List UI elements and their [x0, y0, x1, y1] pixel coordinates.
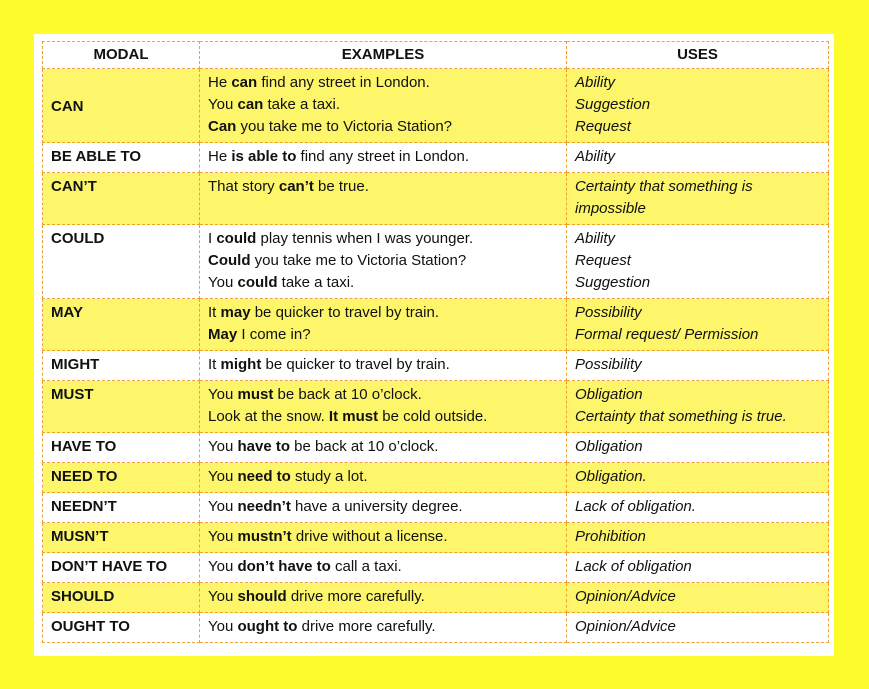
uses-cell	[567, 299, 829, 351]
modal-highlight: It must	[328, 408, 379, 425]
example-text: be cold outside.	[378, 408, 488, 425]
example-text: call a taxi.	[330, 558, 402, 575]
example-text: You	[208, 528, 238, 545]
examples-cell	[200, 613, 567, 643]
example-text: Look at the snow.	[208, 408, 329, 425]
table-row	[43, 173, 829, 225]
modal-highlight: mustn’t	[237, 528, 292, 545]
examples-cell	[200, 523, 567, 553]
example-text: He	[208, 148, 232, 165]
modal-cell: NEED TO	[43, 463, 200, 493]
modal-highlight: may	[220, 304, 251, 321]
example-text: It	[208, 304, 221, 321]
example-text: You	[208, 386, 238, 403]
example-text: drive more carefully.	[286, 588, 425, 605]
example-sentence	[208, 116, 558, 138]
example-sentence	[208, 556, 558, 578]
example-sentence	[208, 272, 558, 294]
modal-verbs-table	[42, 41, 829, 643]
examples-cell	[200, 493, 567, 523]
example-text: take a taxi.	[277, 274, 355, 291]
use-label: Lack of obligation.	[575, 498, 696, 515]
modal-verbs-card	[34, 34, 834, 656]
uses-cell	[567, 173, 829, 225]
example-text: be true.	[313, 178, 369, 195]
modal-cell: CAN’T	[43, 173, 200, 225]
modal-cell: COULD	[43, 225, 200, 299]
table-row	[43, 351, 829, 381]
example-sentence	[208, 72, 558, 94]
example-sentence	[208, 324, 558, 346]
modal-highlight: need to	[237, 468, 291, 485]
example-text: be quicker to travel by train.	[250, 304, 439, 321]
uses-cell	[567, 463, 829, 493]
use-label: Certainty that something is impossible	[575, 178, 753, 217]
example-text: drive more carefully.	[297, 618, 436, 635]
modal-cell: OUGHT TO	[43, 613, 200, 643]
example-sentence	[208, 466, 558, 488]
example-sentence	[208, 616, 558, 638]
use-label: Formal request/ Permission	[575, 326, 759, 343]
use-label: Suggestion	[575, 274, 651, 291]
example-text: You	[208, 274, 238, 291]
modal-cell: CAN	[43, 69, 200, 143]
use-label: Lack of obligation	[575, 558, 692, 575]
table-row	[43, 433, 829, 463]
modal-highlight: Can	[208, 118, 237, 135]
use-label: Obligation	[575, 438, 643, 455]
example-text: you take me to Victoria Station?	[236, 118, 453, 135]
modal-cell: BE ABLE TO	[43, 143, 200, 173]
example-text: take a taxi.	[263, 96, 341, 113]
example-sentence	[208, 94, 558, 116]
table-row	[43, 523, 829, 553]
example-text: you take me to Victoria Station?	[250, 252, 467, 269]
table-row	[43, 69, 829, 143]
example-text: I	[208, 230, 217, 247]
example-sentence	[208, 586, 558, 608]
uses-cell	[567, 523, 829, 553]
header-examples: EXAMPLES	[200, 42, 567, 69]
example-sentence	[208, 384, 558, 406]
modal-cell: HAVE TO	[43, 433, 200, 463]
uses-cell	[567, 69, 829, 143]
example-sentence	[208, 250, 558, 272]
modal-cell: MUSN’T	[43, 523, 200, 553]
example-sentence	[208, 228, 558, 250]
use-label: Opinion/Advice	[575, 588, 676, 605]
examples-cell	[200, 143, 567, 173]
uses-cell	[567, 433, 829, 463]
uses-cell	[567, 553, 829, 583]
example-text: be back at 10 o’clock.	[290, 438, 439, 455]
table-row	[43, 463, 829, 493]
examples-cell	[200, 69, 567, 143]
example-text: I come in?	[237, 326, 311, 343]
modal-cell: SHOULD	[43, 583, 200, 613]
header-modal: MODAL	[43, 42, 200, 69]
modal-highlight: needn’t	[237, 498, 291, 515]
examples-cell	[200, 225, 567, 299]
use-label: Request	[575, 252, 631, 269]
use-label: Ability	[575, 74, 616, 91]
table-row	[43, 143, 829, 173]
modal-cell: MUST	[43, 381, 200, 433]
examples-cell	[200, 299, 567, 351]
modal-highlight: can’t	[278, 178, 314, 195]
example-text: be back at 10 o’clock.	[273, 386, 422, 403]
example-text: It	[208, 356, 221, 373]
example-sentence	[208, 526, 558, 548]
modal-highlight: might	[220, 356, 262, 373]
modal-highlight: don’t have to	[237, 558, 331, 575]
examples-cell	[200, 433, 567, 463]
example-text: play tennis when I was younger.	[256, 230, 474, 247]
modal-highlight: May	[208, 326, 238, 343]
modal-highlight: can	[237, 96, 264, 113]
use-label: Possibility	[575, 356, 642, 373]
example-text: be quicker to travel by train.	[261, 356, 450, 373]
modal-highlight: Could	[208, 252, 251, 269]
header-row	[43, 42, 829, 69]
modal-cell: MAY	[43, 299, 200, 351]
example-text: You	[208, 468, 238, 485]
use-label: Request	[575, 118, 631, 135]
example-text: That story	[208, 178, 279, 195]
modal-highlight: should	[237, 588, 287, 605]
example-sentence	[208, 354, 558, 376]
modal-cell: MIGHT	[43, 351, 200, 381]
example-text: You	[208, 96, 238, 113]
modal-highlight: ought to	[237, 618, 298, 635]
modal-highlight: could	[216, 230, 257, 247]
example-text: find any street in London.	[296, 148, 469, 165]
examples-cell	[200, 381, 567, 433]
examples-cell	[200, 173, 567, 225]
examples-cell	[200, 351, 567, 381]
example-text: find any street in London.	[257, 74, 430, 91]
table-row	[43, 493, 829, 523]
table-body	[43, 69, 829, 643]
example-sentence	[208, 436, 558, 458]
use-label: Ability	[575, 230, 616, 247]
example-sentence	[208, 496, 558, 518]
use-label: Certainty that something is true.	[575, 408, 787, 425]
modal-cell: DON’T HAVE TO	[43, 553, 200, 583]
use-label: Prohibition	[575, 528, 646, 545]
table-row	[43, 381, 829, 433]
example-text: You	[208, 588, 238, 605]
example-text: You	[208, 498, 238, 515]
example-text: study a lot.	[290, 468, 368, 485]
modal-highlight: is able to	[231, 148, 297, 165]
examples-cell	[200, 583, 567, 613]
examples-cell	[200, 463, 567, 493]
use-label: Obligation.	[575, 468, 647, 485]
table-row	[43, 225, 829, 299]
uses-cell	[567, 583, 829, 613]
use-label: Ability	[575, 148, 616, 165]
example-text: You	[208, 558, 238, 575]
modal-highlight: have to	[237, 438, 290, 455]
uses-cell	[567, 613, 829, 643]
uses-cell	[567, 493, 829, 523]
example-text: He	[208, 74, 232, 91]
table-row	[43, 583, 829, 613]
uses-cell	[567, 143, 829, 173]
example-sentence	[208, 176, 558, 198]
table-row	[43, 553, 829, 583]
example-text: have a university degree.	[290, 498, 463, 515]
use-label: Possibility	[575, 304, 642, 321]
example-sentence	[208, 146, 558, 168]
example-sentence	[208, 406, 558, 428]
uses-cell	[567, 381, 829, 433]
use-label: Opinion/Advice	[575, 618, 676, 635]
modal-highlight: must	[237, 386, 274, 403]
header-uses: USES	[567, 42, 829, 69]
example-text: You	[208, 618, 238, 635]
table-row	[43, 299, 829, 351]
example-text: You	[208, 438, 238, 455]
example-text: drive without a license.	[291, 528, 448, 545]
modal-cell: NEEDN’T	[43, 493, 200, 523]
example-sentence	[208, 302, 558, 324]
uses-cell	[567, 225, 829, 299]
modal-highlight: could	[237, 274, 278, 291]
use-label: Suggestion	[575, 96, 651, 113]
table-row	[43, 613, 829, 643]
modal-highlight: can	[231, 74, 258, 91]
uses-cell	[567, 351, 829, 381]
examples-cell	[200, 553, 567, 583]
use-label: Obligation	[575, 386, 643, 403]
